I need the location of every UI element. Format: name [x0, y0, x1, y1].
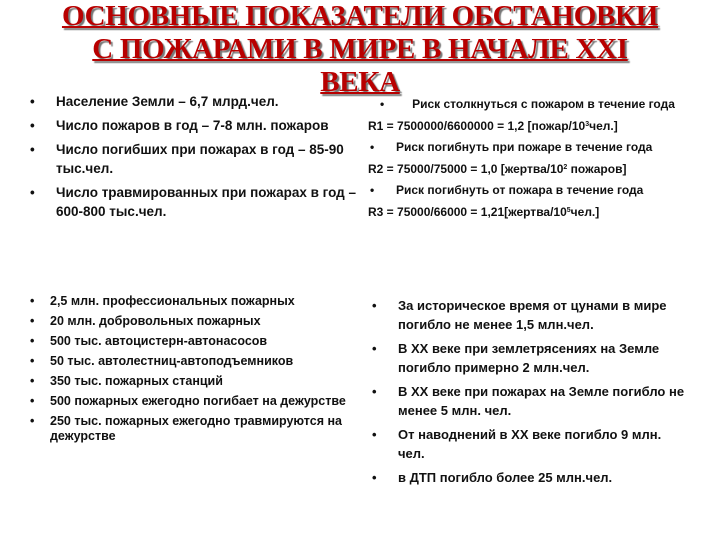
list-item: • Число травмированных при пожарах в год – 600-800 тыс.чел. [26, 183, 356, 221]
list-item: • 20 млн. добровольных пожарных [26, 314, 361, 329]
list-item: • От наводнений в XX веке погибло 9 млн. чел. [368, 425, 688, 463]
risk-3-label: • Риск погибнуть от пожара в течение года [366, 182, 701, 198]
list-item: • Население Земли – 6,7 млрд.чел. [26, 92, 356, 111]
list-item: • 250 тыс. пожарных ежегодно травмируются на дежурстве [26, 414, 361, 444]
title-line-1: ОСНОВНЫЕ ПОКАЗАТЕЛИ ОБСТАНОВКИ [61, 0, 659, 32]
risk-1-label: • Риск столкнуться с пожаром в течение года [366, 96, 701, 112]
risk-2-formula: R2 = 75000/75000 = 1,0 [$жертва/10^2$ пожаров] [368, 162, 627, 176]
list-item: • в ДТП погибло более 25 млн.чел. [368, 468, 688, 487]
list-item: • 50 тыс. автолестниц-автоподъемников [26, 354, 361, 369]
list-item: • 500 тыс. автоцистерн-автонасосов [26, 334, 361, 349]
list-item: • 2,5 млн. профессиональных пожарных [26, 294, 361, 309]
risk-3-formula: $R3 = 75000/66000 = 1,21[жертва/10^5чел.]$ [368, 205, 600, 219]
list-item: • 350 тыс. пожарных станций [26, 374, 361, 389]
firefighting-resources-list [26, 294, 361, 449]
risk-2-label: • Риск погибнуть при пожаре в течение года [366, 139, 701, 155]
list-item: • За историческое время от цунами в мире погибло не менее 1,5 млн.чел. [368, 296, 688, 334]
list-item: • Число пожаров в год – 7-8 млн. пожаров [26, 116, 356, 135]
list-item: • В XX веке при землетрясениях на Земле погибло примерно 2 млн.чел. [368, 339, 688, 377]
risk-calculations [366, 96, 701, 225]
list-item: • В XX веке при пожарах на Земле погибло не менее 5 млн. чел. [368, 382, 688, 420]
list-item: • 500 пожарных ежегодно погибает на дежурстве [26, 394, 361, 409]
title-line-2: С ПОЖАРАМИ В МИРЕ В НАЧАЛЕ XXI [92, 33, 628, 65]
world-statistics-list [26, 92, 356, 226]
list-item: • Число погибших при пожарах в год – 85-90 тыс.чел. [26, 140, 356, 178]
slide-title [20, 0, 700, 99]
disaster-casualties-list [368, 296, 688, 492]
risk-1-formula: R1 = 7500000/6600000 = 1,2 $[пожар/10^3чел.]$ [368, 119, 618, 133]
title-line-3: ВЕКА [320, 66, 400, 98]
